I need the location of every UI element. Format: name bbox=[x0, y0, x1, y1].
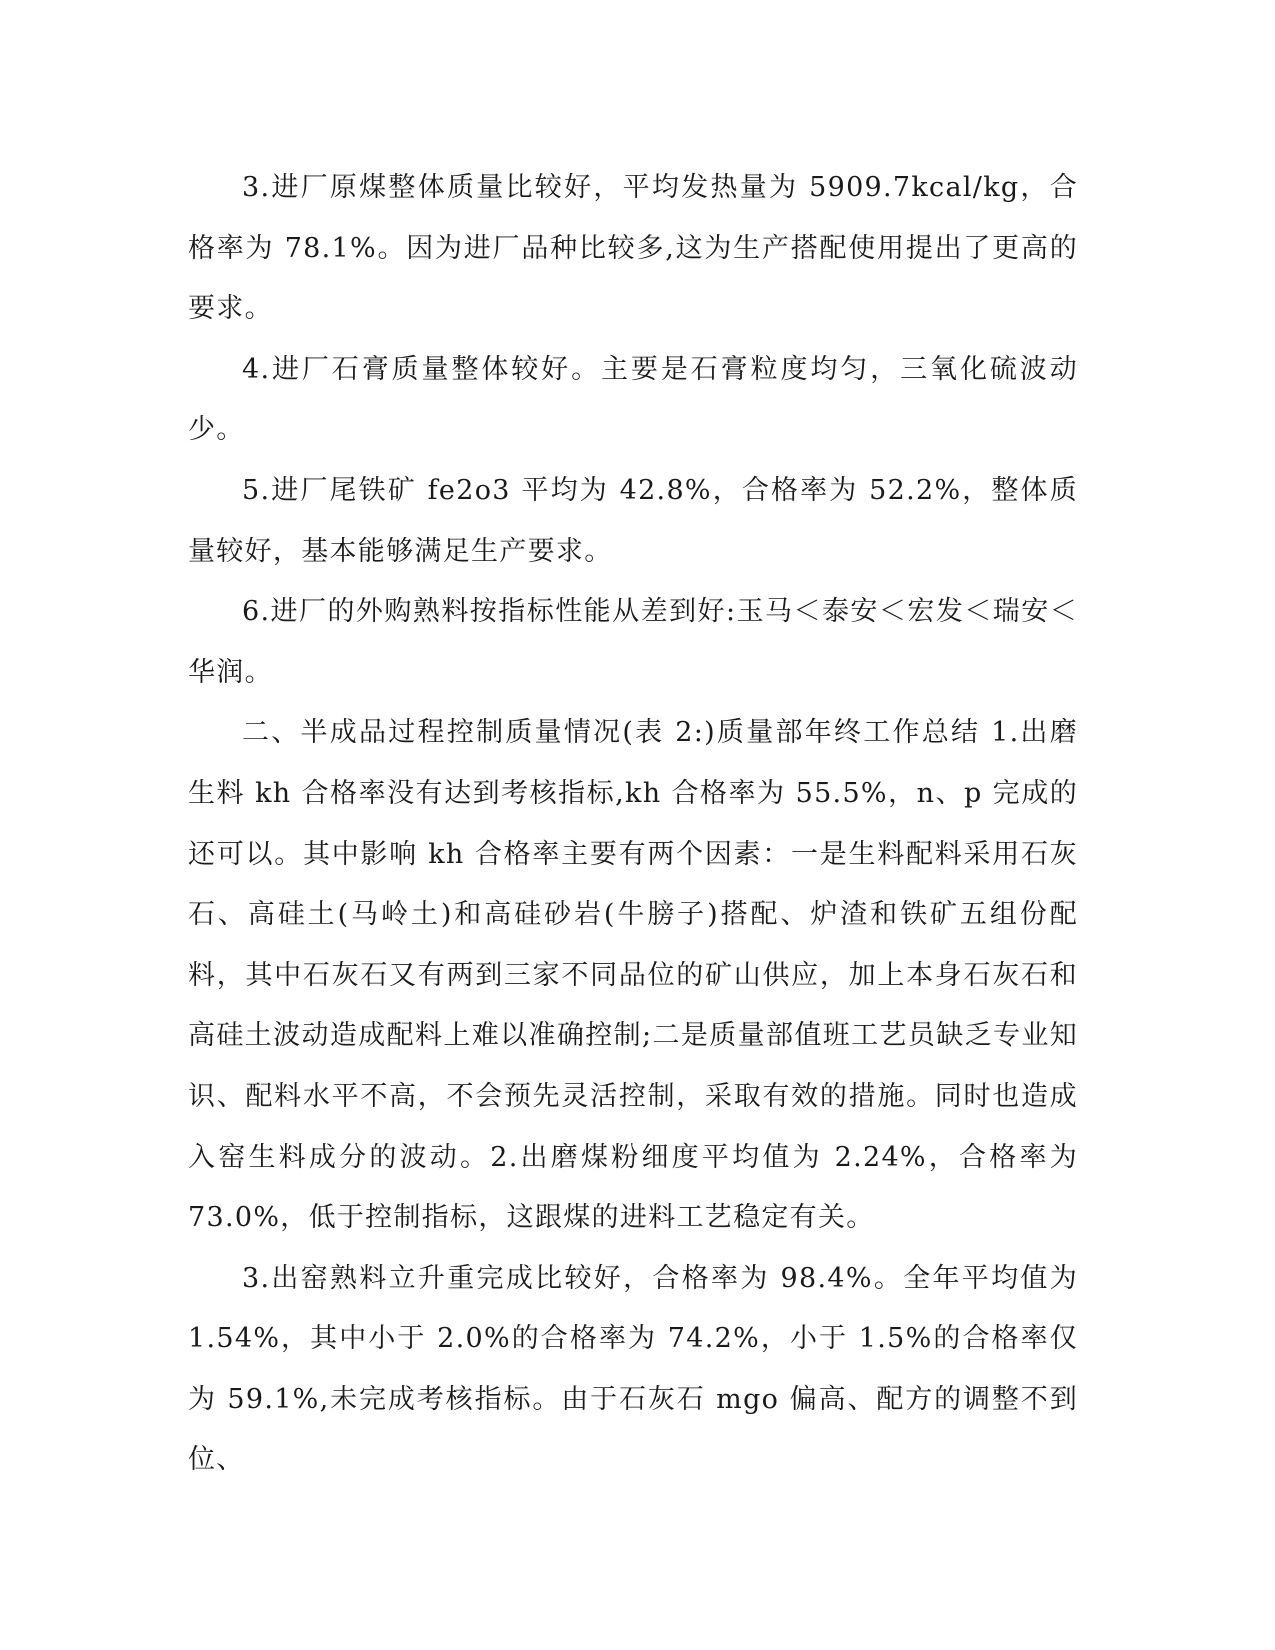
paragraph-raw-coal: 3.进厂原煤整体质量比较好，平均发热量为 5909.7kcal/kg，合格率为 78.1%。因为进厂品种比较多,这为生产搭配使用提出了更高的要求。 bbox=[188, 172, 1078, 325]
paragraph-purchased-clinker: 6.进厂的外购熟料按指标性能从差到好:玉马＜泰安＜宏发＜瑞安＜华润。 bbox=[188, 596, 1078, 688]
paragraph-semi-finished-control: 二、半成品过程控制质量情况(表 2:)质量部年终工作总结 1.出磨生料 kh 合格率没有达到考核指标,kh 合格率为 55.5%，n、p 完成的还可以。其中影响 kh 合格率主要有两个因素：一是生料配料采用石灰石、高硅土(马岭土)和高硅砂岩(牛膀子)搭配、炉渣和铁矿五组份配料，其中石灰石又有两到三家不同品位的矿山供应，加上本身石灰石和高硅土波动造成配料上难以准确控制;二是质量部值班工艺员缺乏专业知识、配料水平不高，不会预先灵活控制，采取有效的措施。同时也造成入窑生料成分的波动。2.出磨煤粉细度平均值为 2.24%，合格率为 73.0%，低于控制指标，这跟煤的进料工艺稳定有关。 bbox=[188, 717, 1078, 1234]
paragraph-iron-ore: 5.进厂尾铁矿 fe2o3 平均为 42.8%，合格率为 52.2%，整体质量较好，基本能够满足生产要求。 bbox=[188, 474, 1078, 567]
paragraph-gypsum: 4.进厂石膏质量整体较好。主要是石膏粒度均匀，三氧化硫波动少。 bbox=[188, 353, 1078, 446]
paragraph-kiln-clinker: 3.出窑熟料立升重完成比较好，合格率为 98.4%。全年平均值为 1.54%，其中小于 2.0%的合格率为 74.2%，小于 1.5%的合格率仅为 59.1%,未完成考核指标。由于石灰石 mgo 偏高、配方的调整不到位、 bbox=[188, 1262, 1078, 1476]
document-body bbox=[188, 158, 1078, 1491]
